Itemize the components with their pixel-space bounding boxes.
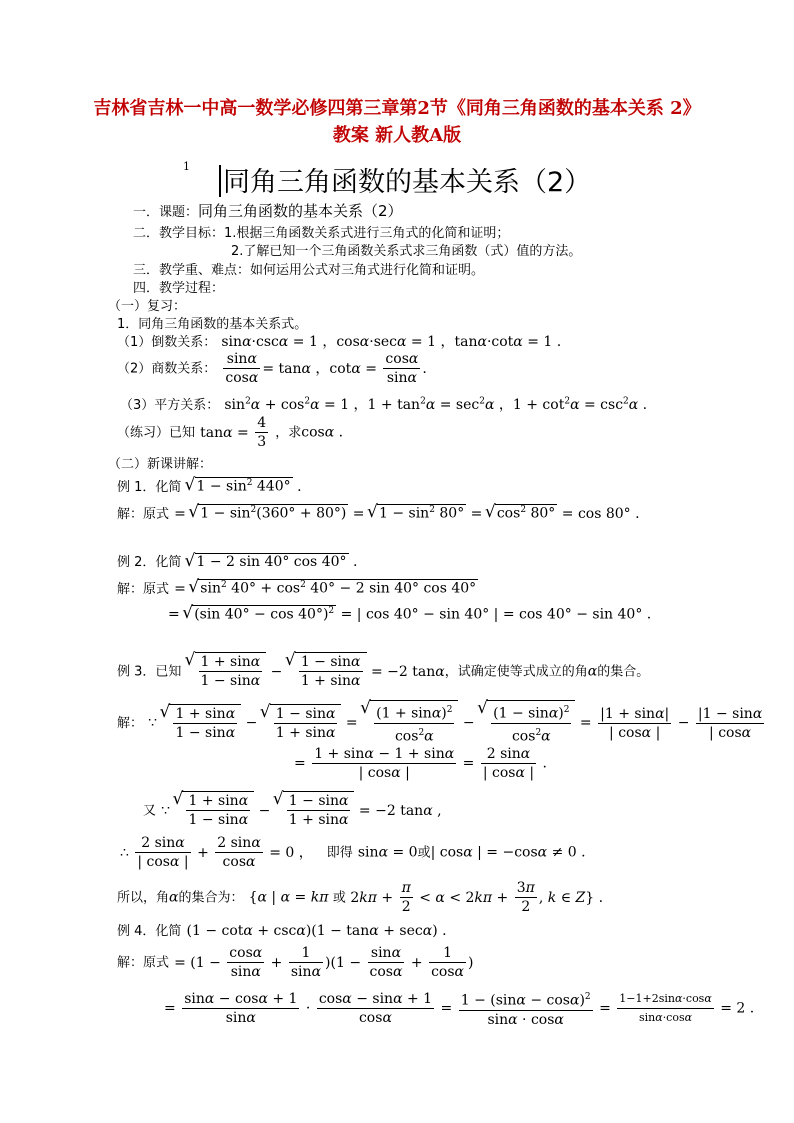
key-points: 三．教学重、难点：如何运用公式对三角式进行化简和证明。 <box>133 263 485 278</box>
example-3-solution-line2: = $\frac{1 + \sin\alpha - 1 + \sin\alpha}{| \cos\alpha |}$ = $\frac{2 \sin\alpha}{| \cos\alpha |}$ . <box>294 746 548 781</box>
hence-label: 即得 <box>326 845 353 861</box>
ex2-sol-label: 解：原式 <box>117 582 170 597</box>
example-3-also: 又 ∵ √ $\frac{1 + \sin\alpha}{1 - \sin\alpha}$ − √ $\frac{1 - \sin\alpha}{1 + \sin\alpha}$ = −2 tanα , <box>143 791 442 829</box>
rec-formula: sinα·cscα = 1 ，cosα·secα = 1 ，tanα·cotα = 1 . <box>221 334 562 350</box>
practice-pre: （练习）已知 <box>117 425 196 441</box>
ex3-text: ，试确定使等式成立的角 <box>444 664 588 680</box>
goal-1: 1.根据三角函数关系式进行三角式的化简和证明； <box>224 226 510 241</box>
cursor-mark: 1 <box>183 160 190 173</box>
new-lesson-heading: （二）新课讲解： <box>108 457 213 472</box>
quot-label: （2）商数关系： <box>117 361 217 377</box>
practice: （练习）已知 tanα = $\frac{4}{3}$ ，求cosα . <box>117 415 344 450</box>
or2-label: 或 <box>332 890 346 906</box>
sq-formula: $\sin^2\alpha + \cos^2\alpha = 1$ ，$1 + \tan^2\alpha = \sec^2\alpha$ ，$1 + \cot^2\alpha = \csc^2\alpha$ . <box>224 396 648 413</box>
example-1: 例 1．化简 √ $1 - \sin^2 440^\circ$ . <box>117 476 302 495</box>
reciprocal-relation <box>117 331 561 351</box>
example-3-solution: 解： ∵ √ $\frac{1 + \sin\alpha}{1 - \sin\alpha}$ − √ $\frac{1 - \sin\alpha}{1 + \sin\alpha}$ = √ $\frac{(1 + \sin\alpha)^2}{\cos^2\alpha}$ − √ $\frac{(1 - \sin\alpha)^2}{\cos^2\alpha}$ = $\frac{|1 + \sin\alpha|}{| \cos\alpha |}$ − $\frac{|1 - \sin\alpha}{| \cos\alpha}$ <box>117 700 766 745</box>
practice-post: ，求 <box>275 425 302 441</box>
example-3: 例 3．已知 √ $\frac{1 + \sin\alpha}{1 - \sin\alpha}$ − √ $\frac{1 - \sin\alpha}{1 + \sin\alpha}$ = −2 tanα，试确定使等式成立的角α的集合。 <box>117 652 649 690</box>
ex2-label: 例 2．化简 <box>117 555 182 570</box>
example-3-therefore: ∴ $\frac{2 \sin\alpha}{| \cos\alpha |}$ + $\frac{2 \sin\alpha}{\cos\alpha}$ = 0 ， 即得 sinα = 0或| cosα | = −cosα ≠ 0 . <box>120 835 586 870</box>
quotient-relation <box>117 350 427 387</box>
section-goals <box>133 222 509 241</box>
section-topic <box>133 200 403 221</box>
text-cursor <box>219 165 221 197</box>
example-4-solution-line2: = $\frac{\sin\alpha - \cos\alpha + 1}{\sin\alpha}$ · $\frac{\cos\alpha - \sin\alpha + 1}{\cos\alpha}$ = $\frac{1 - (\sin\alpha - \cos\alpha)^2}{\sin\alpha \cdot \cos\alpha}$ = $\frac{1-1+2\sin\alpha\cdot\cos\alpha}{\sin\alpha\cdot\cos\alpha}$ = 2 . <box>164 988 754 1029</box>
or-label: 或 <box>417 845 431 861</box>
example-3-conclusion: 所以，角α的集合为： {α | α = kπ 或 2kπ + $\frac{\pi}{2}$ < α < 2kπ + $\frac{3\pi}{2}$ , k ∈ Z} . <box>117 880 604 915</box>
goal-label: 二．教学目标： <box>133 226 225 241</box>
ex3-tail: 的集合。 <box>597 664 650 680</box>
section-topic-value: 同角三角函数的基本关系（2） <box>198 202 403 220</box>
ex4-sol-label: 解：原式 <box>117 955 170 971</box>
rec-label: （1）倒数关系： <box>117 335 217 350</box>
teaching-process: 四．教学过程： <box>133 281 225 296</box>
also-label: 又 <box>143 803 157 819</box>
section-topic-label: 一．课题： <box>133 205 199 220</box>
ex3-label: 例 3．已知 <box>117 664 182 680</box>
example-2: 例 2．化简 √ 1 − 2 sin 40° cos 40° . <box>117 551 357 570</box>
ex3-sol-label: 解： <box>117 716 144 732</box>
so-pre: 所以，角 <box>117 890 170 906</box>
ex1-label: 例 1．化简 <box>117 480 182 495</box>
example-4: 例 4．化简 (1 − cotα + cscα)(1 − tanα + secα) . <box>117 923 447 939</box>
main-title <box>219 160 591 199</box>
review-heading: （一）复习： <box>108 299 187 314</box>
example-4-solution: 解：原式 = (1 − $\frac{\cos\alpha}{\sin\alpha}$ + $\frac{1}{\sin\alpha}$ )(1 − $\frac{\sin\alpha}{\cos\alpha}$ + $\frac{1}{\cos\alpha}$ ) <box>117 945 474 980</box>
example-2-solution-line2: = √ (sin 40° − cos 40°)$^2$ = | cos 40° − sin 40° | = cos 40° − sin 40° . <box>168 605 651 623</box>
ex1-sol-label: 解：原式 <box>117 507 170 522</box>
review-item-1: 1．同角三角函数的基本关系式。 <box>117 317 308 332</box>
page-title: 吉林省吉林一中高一数学必修四第三章第2节《同角三角函数的基本关系 2》教案 新人教A版 <box>93 98 701 146</box>
main-title-text: 同角三角函数的基本关系（2） <box>223 167 592 198</box>
sq-label: （3）平方关系： <box>120 398 220 413</box>
so-mid: 的集合为： <box>178 890 244 906</box>
quot-formula: $\frac{\sin\alpha}{\cos\alpha}$ = tanα ，cotα = $\frac{\cos\alpha}{\sin\alpha}$ . <box>225 351 427 386</box>
goal-2: 2.了解已知一个三角函数关系式求三角函数（式）值的方法。 <box>231 244 582 259</box>
ex4-label: 例 4．化简 <box>117 924 182 939</box>
example-1-solution: 解：原式 = √ $1 - \sin^2(360^\circ + 80^\circ)$ = √ $1 - \sin^2 80^\circ$ = √ $\cos^2 80^\circ = \cos 80^\circ$ . <box>117 503 640 522</box>
example-2-solution: 解：原式 = √ $\sin^2 40^\circ + \cos^2 40^\circ - 2$ sin 40° cos 40° <box>117 578 478 597</box>
square-relation <box>120 394 647 414</box>
